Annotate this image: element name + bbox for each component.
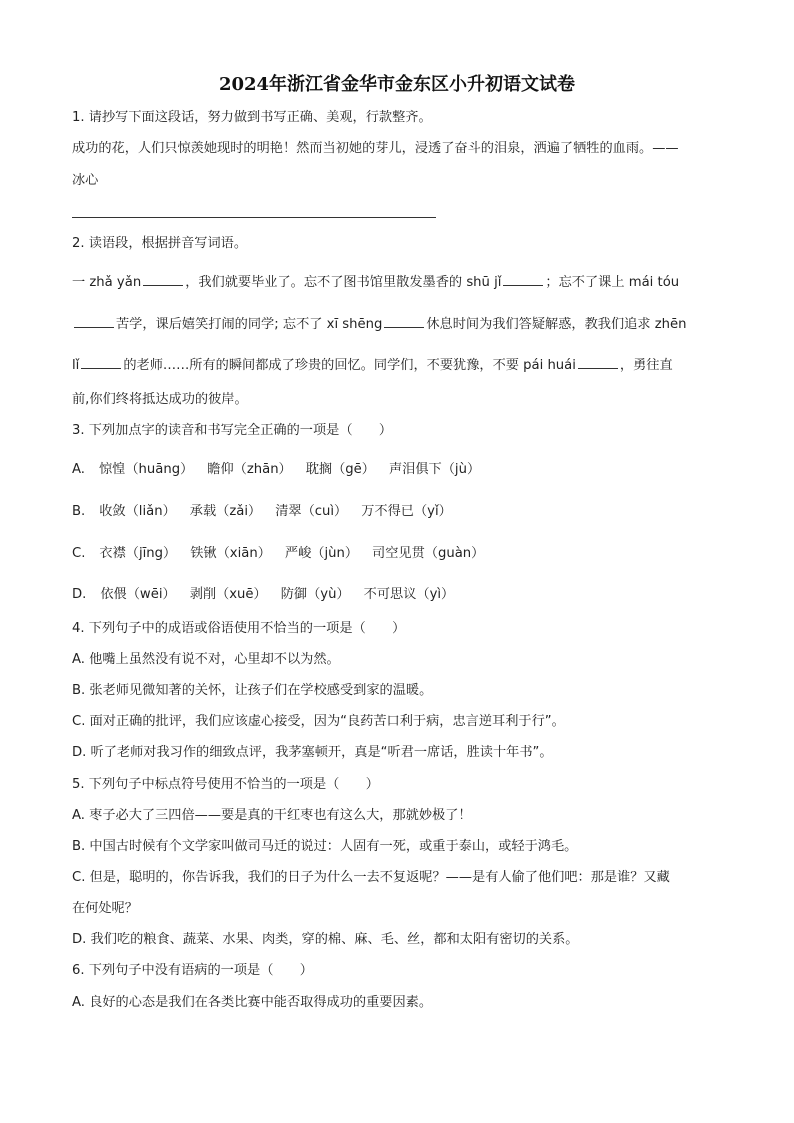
- question-1-stem: 1. 请抄写下面这段话，努力做到书写正确、美观，行款整齐。: [72, 110, 432, 125]
- option-item: 防御（yù）: [280, 587, 350, 602]
- option-item: 铁锹（xiān）: [190, 546, 271, 561]
- question-4-option-a: A. 他嘴上虽然没有说不对，心里却不以为然。: [72, 652, 340, 667]
- option-item: 承载（zǎi）: [189, 504, 262, 519]
- option-item: 严峻（jùn）: [284, 546, 359, 561]
- option-item: 衣襟（jīng）: [99, 546, 177, 561]
- option-letter: C.: [72, 546, 86, 561]
- question-3-option-b: [72, 500, 466, 519]
- question-4-stem: 4. 下列句子中的成语或俗语使用不恰当的一项是（ ）: [72, 621, 406, 636]
- question-2-stem: 2. 读语段，根据拼音写词语。: [72, 236, 248, 251]
- question-1-passage-line2: 冰心: [72, 173, 99, 188]
- question-4-option-d: D. 听了老师对我习作的细致点评，我茅塞顿开，真是“听君一席话，胜读十年书”。: [72, 745, 553, 760]
- question-6-stem: 6. 下列句子中没有语病的一项是（ ）: [72, 963, 313, 978]
- option-letter: D.: [72, 587, 87, 602]
- question-2-line4: 前,你们终将抵达成功的彼岸。: [72, 392, 248, 407]
- q2-text: 的老师……所有的瞬间都成了珍贵的回忆。同学们，不要犹豫，不要 pái huái: [123, 358, 576, 373]
- option-item: 万不得已（yǐ）: [361, 504, 452, 519]
- q2-text: lǐ: [72, 358, 80, 373]
- question-5-option-b: B. 中国古时候有个文学家叫做司马迁的说过：人固有一死，或重于泰山，或轻于鸿毛。: [72, 839, 578, 854]
- q2-text: ；忘不了课上 mái tóu: [545, 275, 680, 290]
- question-2-line2: [72, 314, 687, 333]
- option-item: 声泪俱下（jù）: [388, 462, 481, 477]
- option-item: 依偎（wēi）: [100, 587, 176, 602]
- fill-blank: [384, 314, 424, 328]
- question-3-option-a: [72, 458, 494, 477]
- fill-blank: [503, 272, 543, 286]
- option-item: 司空见贯（guàn）: [372, 546, 485, 561]
- question-3-option-d: [72, 583, 468, 602]
- fill-blank: [578, 355, 618, 369]
- question-5-option-a: A. 枣子必大了三四倍——要是真的干红枣也有这么大，那就妙极了！: [72, 808, 472, 823]
- q2-text: ，我们就要毕业了。忘不了图书馆里散发墨香的 shū jǐ: [185, 275, 502, 290]
- question-2-line1: [72, 272, 679, 291]
- question-1-passage-line1: 成功的花，人们只惊羡她现时的明艳！然而当初她的芽儿，浸透了奋斗的泪泉，洒遍了牺牲的血雨。——: [72, 141, 679, 156]
- option-letter: B.: [72, 504, 86, 519]
- question-3-stem: 3. 下列加点字的读音和书写完全正确的一项是（ ）: [72, 423, 393, 438]
- q2-text: ，勇往直: [619, 358, 673, 373]
- fill-blank: [74, 314, 114, 328]
- q2-text: 休息时间为我们答疑解惑，教我们追求 zhēn: [426, 317, 687, 332]
- question-5-option-c: C. 但是，聪明的，你告诉我，我们的日子为什么一去不复返呢？——是有人偷了他们吧：那是谁？又藏: [72, 870, 670, 885]
- answer-line: [72, 217, 436, 218]
- option-item: 不可思议（yì）: [363, 587, 455, 602]
- fill-blank: [81, 355, 121, 369]
- option-item: 瞻仰（zhān）: [207, 462, 292, 477]
- question-4-option-c: C. 面对正确的批评，我们应该虚心接受，因为“良药苦口利于病，忠言逆耳利于行”。: [72, 714, 565, 729]
- option-item: 清翠（cuì）: [275, 504, 348, 519]
- fill-blank: [143, 272, 183, 286]
- question-2-line3: [72, 355, 673, 374]
- question-3-option-c: [72, 542, 498, 561]
- question-6-option-a: A. 良好的心态是我们在各类比赛中能否取得成功的重要因素。: [72, 995, 433, 1010]
- option-item: 收敛（liǎn）: [99, 504, 176, 519]
- option-item: 剥削（xuē）: [189, 587, 267, 602]
- question-4-option-b: B. 张老师见微知著的关怀，让孩子们在学校感受到家的温暖。: [72, 683, 433, 698]
- option-letter: A.: [72, 462, 85, 477]
- q2-text: 苦学，课后嬉笑打闹的同学; 忘不了 xī shēng: [116, 317, 383, 332]
- question-5-stem: 5. 下列句子中标点符号使用不恰当的一项是（ ）: [72, 777, 379, 792]
- page-title: 2024年浙江省金华市金东区小升初语文试卷: [218, 74, 576, 95]
- q2-text: 一 zhǎ yǎn: [72, 275, 142, 290]
- question-5-option-c-cont: 在何处呢？: [72, 901, 138, 916]
- option-item: 耽搁（gē）: [305, 462, 375, 477]
- question-5-option-d: D. 我们吃的粮食、蔬菜、水果、肉类，穿的棉、麻、毛、丝，都和太阳有密切的关系。: [72, 932, 579, 947]
- option-item: 惊惶（huāng）: [98, 462, 194, 477]
